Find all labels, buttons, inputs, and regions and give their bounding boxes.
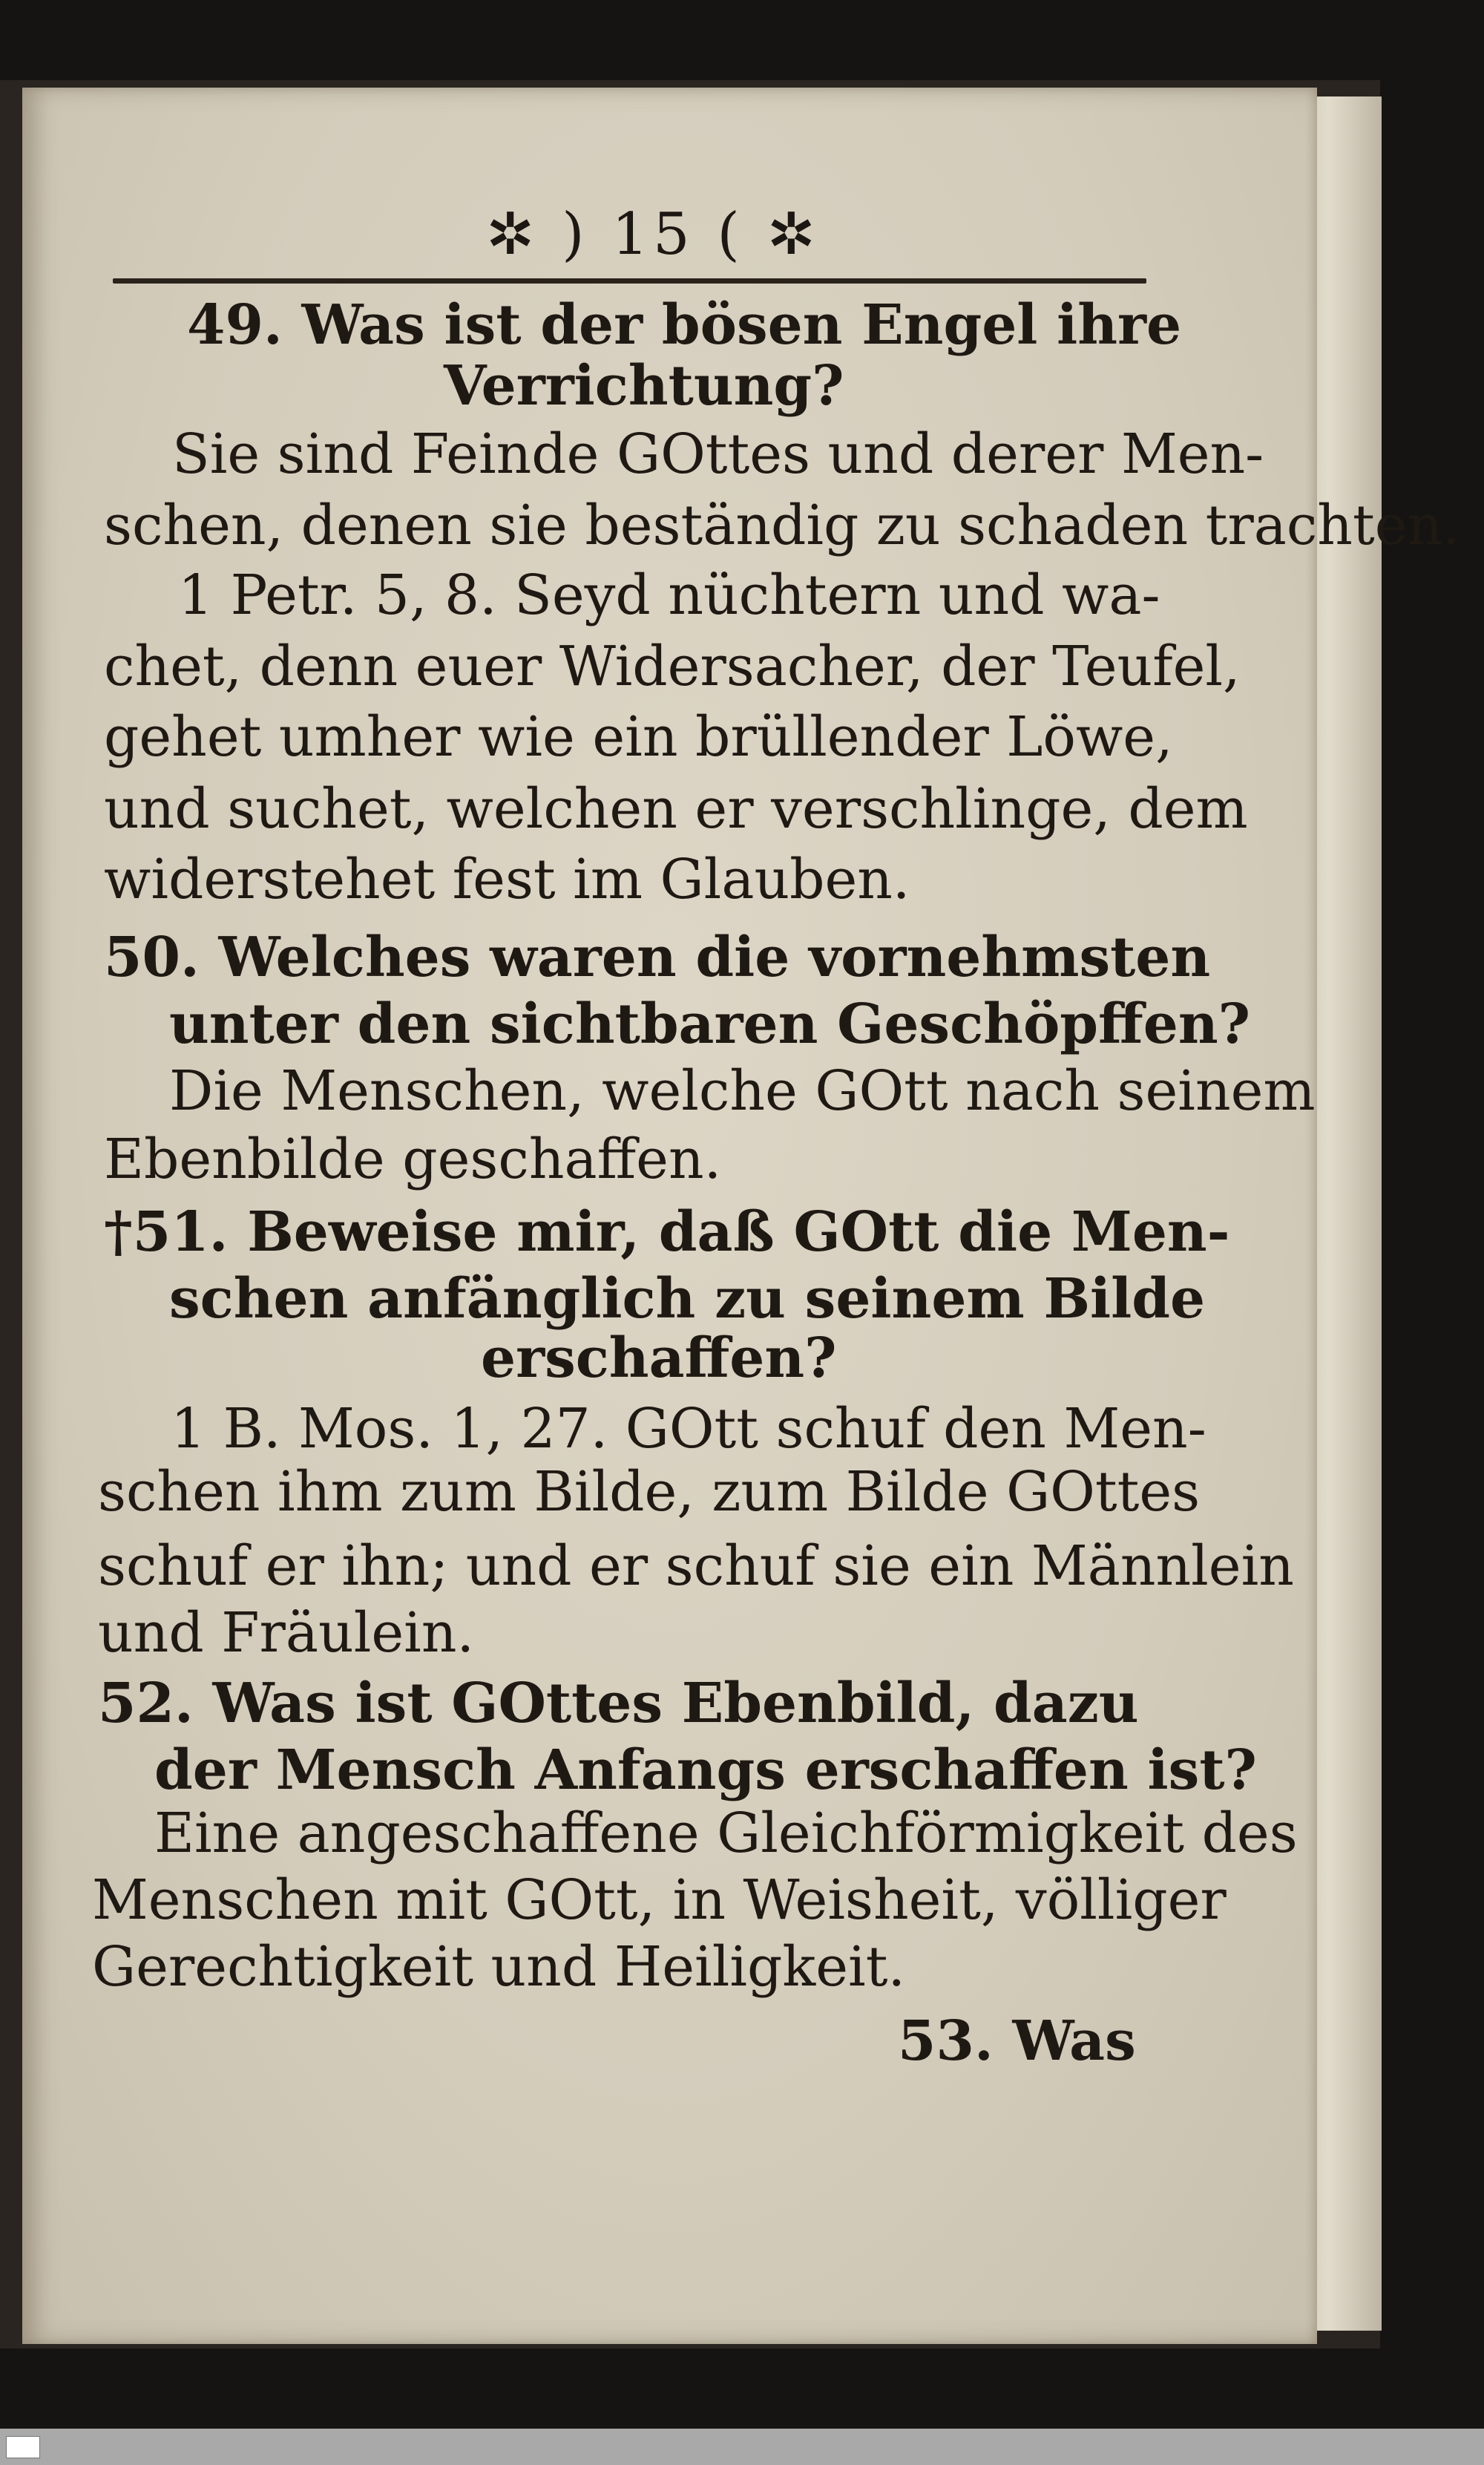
header-rule bbox=[113, 278, 1146, 284]
question-52-line-1: 52. Was ist GOttes Ebenbild, dazu bbox=[98, 1672, 1139, 1735]
question-51-line-2: schen anfänglich zu seinem Bilde bbox=[169, 1267, 1206, 1331]
answer-50-line-1: Die Menschen, welche GOtt nach seinem bbox=[169, 1059, 1316, 1123]
question-49-line-1: 49. Was ist der bösen Engel ihre bbox=[187, 293, 1182, 357]
catchword: 53. Was bbox=[898, 2009, 1136, 2073]
scan-color-patch bbox=[6, 2436, 40, 2458]
answer-49-line-5: gehet umher wie ein brüllender Löwe, bbox=[104, 705, 1173, 769]
question-52-line-2: der Mensch Anfangs erschaffen ist? bbox=[154, 1738, 1257, 1802]
answer-52-line-1: Eine angeschaffene Gleichförmigkeit des bbox=[154, 1801, 1298, 1865]
question-49-line-2: Verrichtung? bbox=[444, 354, 844, 418]
answer-49-line-3: 1 Petr. 5, 8. Seyd nüchtern und wa- bbox=[178, 563, 1160, 627]
question-51-line-3: erschaffen? bbox=[481, 1326, 837, 1390]
answer-51-line-2: schen ihm zum Bilde, zum Bilde GOttes bbox=[98, 1460, 1201, 1524]
question-50-line-2: unter den sichtbaren Geschöpffen? bbox=[169, 992, 1251, 1056]
question-51-line-1: †51. Beweise mir, daß GOtt die Men- bbox=[104, 1200, 1230, 1264]
answer-49-line-7: widerstehet fest im Glauben. bbox=[104, 848, 910, 911]
question-50-line-1: 50. Welches waren die vornehmsten bbox=[104, 926, 1211, 989]
answer-51-line-3: schuf er ihn; und er schuf sie ein Männlein bbox=[98, 1534, 1294, 1598]
answer-49-line-2: schen, denen sie beständig zu schaden trachten. bbox=[104, 494, 1460, 557]
answer-50-line-2: Ebenbilde geschaffen. bbox=[104, 1127, 722, 1191]
scan-footer-bar bbox=[0, 2429, 1484, 2465]
answer-49-line-1: Sie sind Feinde GOttes und derer Men- bbox=[172, 422, 1264, 486]
answer-49-line-6: und suchet, welchen er verschlinge, dem bbox=[104, 777, 1248, 841]
answer-51-line-1: 1 B. Mos. 1, 27. GOtt schuf den Men- bbox=[171, 1397, 1206, 1461]
answer-51-line-4: und Fräulein. bbox=[98, 1601, 475, 1665]
page-header: ✲ ) 15 ( ✲ bbox=[486, 200, 820, 268]
answer-52-line-3: Gerechtigkeit und Heiligkeit. bbox=[92, 1935, 905, 1999]
answer-49-line-4: chet, denn euer Widersacher, der Teufel, bbox=[104, 635, 1241, 698]
answer-52-line-2: Menschen mit GOtt, in Weisheit, völliger bbox=[92, 1868, 1227, 1932]
